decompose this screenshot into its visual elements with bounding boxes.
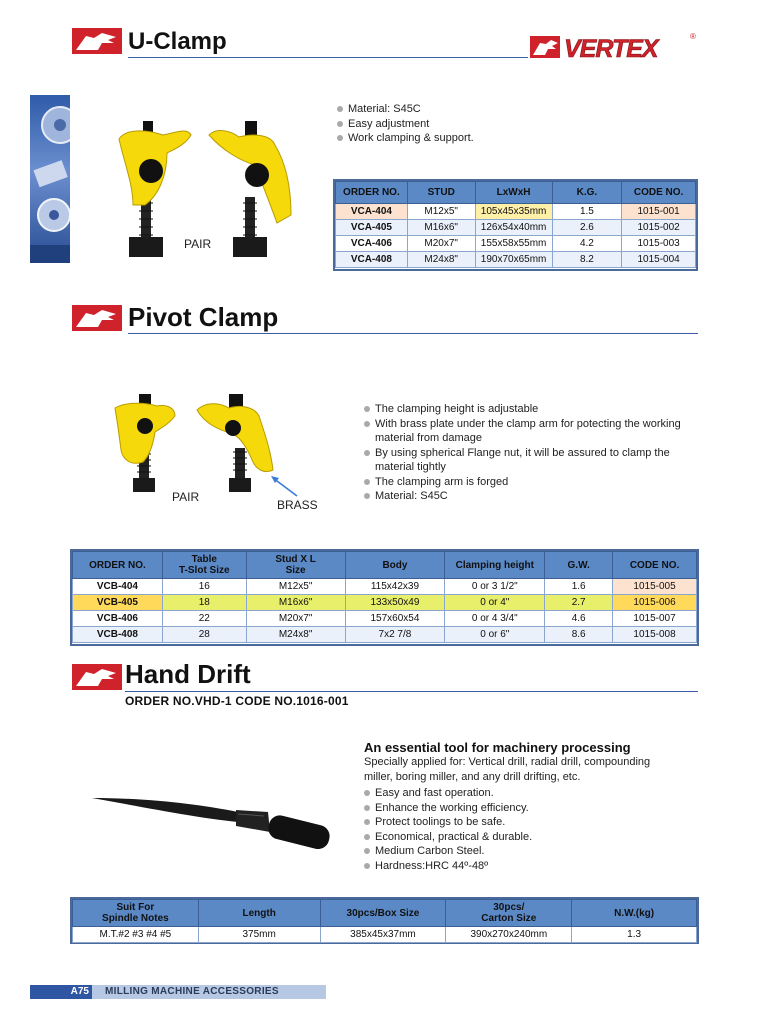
table-cell: 133x50x49 — [345, 595, 445, 611]
table-cell: 0 or 4 3/4" — [445, 611, 545, 627]
footer-page-number: A75 — [30, 985, 92, 999]
bullet-item: The clamping height is adjustable — [364, 402, 704, 417]
table-cell: VCA-408 — [336, 252, 408, 268]
table-row — [73, 627, 697, 643]
table-cell: 4.2 — [552, 236, 622, 252]
bullet-item: By using spherical Flange nut, it will be assured to clamp the material tightly — [364, 446, 704, 475]
eagle-logo-icon — [72, 305, 122, 331]
table-cell: 1.6 — [545, 579, 613, 595]
footer-section-title: MILLING MACHINE ACCESSORIES — [105, 986, 279, 997]
table-row — [336, 236, 696, 252]
table-cell: 18 — [162, 595, 246, 611]
table-cell: M12x5" — [246, 579, 345, 595]
bullet-item: Easy adjustment — [337, 117, 677, 132]
bullet-item: Material: S45C — [337, 102, 677, 117]
table-cell: 1015-002 — [622, 220, 696, 236]
pivot-rule — [128, 333, 698, 334]
bullet-item: Hardness:HRC 44º-48º — [364, 859, 684, 874]
brand-name: VERTEX — [564, 35, 658, 62]
uclamp-spec-table — [335, 181, 696, 268]
table-header: N.W.(kg) — [572, 900, 697, 927]
drift-intro-title: An essential tool for machinery processing — [364, 740, 631, 755]
table-cell: 1015-006 — [613, 595, 697, 611]
table-cell: M20x7" — [407, 236, 475, 252]
table-row — [336, 220, 696, 236]
bullet-item: Protect toolings to be safe. — [364, 815, 684, 830]
table-header: Suit For Spindle Notes — [73, 900, 199, 927]
table-cell: 390x270x240mm — [446, 927, 572, 943]
vertex-brand-logo — [530, 30, 700, 62]
table-header: CODE NO. — [613, 552, 697, 579]
table-cell: VCA-405 — [336, 220, 408, 236]
bullet-item: Material: S45C — [364, 489, 704, 504]
table-cell: VCA-404 — [336, 204, 408, 220]
table-cell: 2.6 — [552, 220, 622, 236]
table-cell: 126x54x40mm — [475, 220, 552, 236]
table-header: ORDER NO. — [336, 182, 408, 204]
table-cell: VCB-404 — [73, 579, 163, 595]
table-cell: 385x45x37mm — [320, 927, 446, 943]
table-header: Stud X L Size — [246, 552, 345, 579]
table-cell: 0 or 6" — [445, 627, 545, 643]
table-cell: 22 — [162, 611, 246, 627]
drift-title: Hand Drift — [125, 659, 251, 689]
table-row — [73, 611, 697, 627]
table-header: Length — [198, 900, 320, 927]
drift-bullet-list — [364, 786, 684, 873]
table-cell: VCB-408 — [73, 627, 163, 643]
uclamp-rule — [128, 57, 528, 58]
pivot-title: Pivot Clamp — [128, 302, 279, 332]
table-header: G.W. — [545, 552, 613, 579]
table-header: LxWxH — [475, 182, 552, 204]
table-header: ORDER NO. — [73, 552, 163, 579]
table-cell: 2.7 — [545, 595, 613, 611]
table-cell: 1.5 — [552, 204, 622, 220]
table-header: Body — [345, 552, 445, 579]
table-header: K.G. — [552, 182, 622, 204]
table-cell: 1015-005 — [613, 579, 697, 595]
pivot-bullet-list — [364, 402, 704, 504]
drift-spec-table — [72, 899, 697, 943]
table-cell: 1.3 — [572, 927, 697, 943]
brand-registered: ® — [690, 32, 696, 41]
table-cell: 157x60x54 — [345, 611, 445, 627]
table-row — [73, 595, 697, 611]
table-cell: M16x6" — [246, 595, 345, 611]
uclamp-title: U-Clamp — [128, 28, 227, 55]
bullet-item: Enhance the working efficiency. — [364, 801, 684, 816]
table-cell: 7x2 7/8 — [345, 627, 445, 643]
table-cell: 190x70x65mm — [475, 252, 552, 268]
table-cell: VCB-405 — [73, 595, 163, 611]
table-header: Clamping height — [445, 552, 545, 579]
bullet-item: Medium Carbon Steel. — [364, 844, 684, 859]
table-cell: M16x6" — [407, 220, 475, 236]
table-cell: VCA-406 — [336, 236, 408, 252]
table-header: 30pcs/ Carton Size — [446, 900, 572, 927]
table-cell: 1015-007 — [613, 611, 697, 627]
drift-order-line: ORDER NO.VHD-1 CODE NO.1016-001 — [125, 694, 349, 708]
table-cell: 0 or 4" — [445, 595, 545, 611]
eagle-logo-icon — [72, 28, 122, 54]
eagle-logo-icon — [72, 664, 122, 690]
table-cell: 1015-008 — [613, 627, 697, 643]
table-row — [336, 204, 696, 220]
table-cell: M.T.#2 #3 #4 #5 — [73, 927, 199, 943]
uclamp-pair-label: PAIR — [184, 237, 212, 251]
table-cell: 115x42x39 — [345, 579, 445, 595]
bullet-item: Easy and fast operation. — [364, 786, 684, 801]
pivot-brass-label: BRASS — [277, 498, 318, 512]
bullet-item: Economical, practical & durable. — [364, 830, 684, 845]
bullet-item: With brass plate under the clamp arm for potecting the working material from damage — [364, 417, 704, 446]
bullet-item: Work clamping & support. — [337, 131, 677, 146]
table-header: 30pcs/Box Size — [320, 900, 446, 927]
uclamp-bullet-list — [337, 102, 677, 146]
drift-intro-text: Specially applied for: Vertical drill, radial drill, compounding miller, boring miller, and any drill drifting, etc. — [364, 756, 651, 783]
table-header: CODE NO. — [622, 182, 696, 204]
table-cell: 1015-003 — [622, 236, 696, 252]
table-cell: 1015-004 — [622, 252, 696, 268]
table-row — [73, 579, 697, 595]
table-cell: 105x45x35mm — [475, 204, 552, 220]
side-decor-image — [30, 95, 70, 263]
table-row — [73, 927, 697, 943]
bullet-item: The clamping arm is forged — [364, 475, 704, 490]
pivot-pair-label: PAIR — [172, 490, 200, 504]
table-cell: M24x8" — [246, 627, 345, 643]
hand-drift-image — [88, 790, 338, 860]
table-cell: 0 or 3 1/2" — [445, 579, 545, 595]
table-cell: 155x58x55mm — [475, 236, 552, 252]
table-cell: M12x5" — [407, 204, 475, 220]
table-cell: 8.6 — [545, 627, 613, 643]
drift-rule — [125, 691, 698, 692]
pivot-spec-table — [72, 551, 697, 643]
table-header: Table T-Slot Size — [162, 552, 246, 579]
table-cell: 375mm — [198, 927, 320, 943]
table-cell: 8.2 — [552, 252, 622, 268]
table-header: STUD — [407, 182, 475, 204]
pivot-clamp-pair-image — [105, 390, 305, 500]
table-cell: M24x8" — [407, 252, 475, 268]
table-cell: 28 — [162, 627, 246, 643]
table-row — [336, 252, 696, 268]
table-cell: 16 — [162, 579, 246, 595]
table-cell: 4.6 — [545, 611, 613, 627]
table-cell: M20x7" — [246, 611, 345, 627]
table-cell: VCB-406 — [73, 611, 163, 627]
table-cell: 1015-001 — [622, 204, 696, 220]
